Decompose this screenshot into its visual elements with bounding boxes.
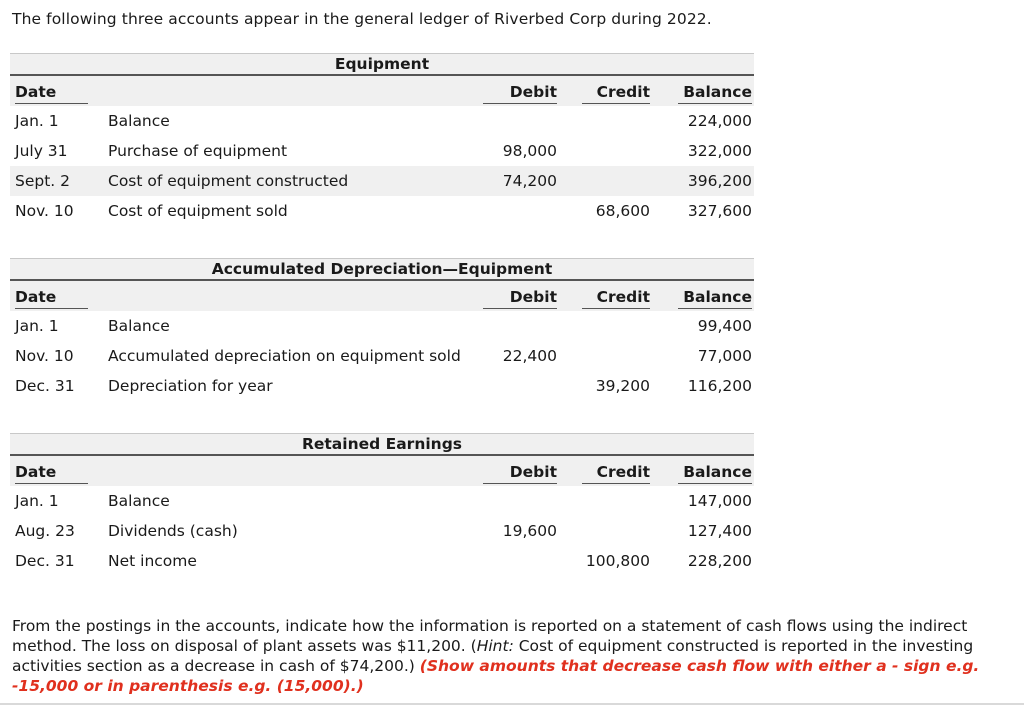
row-debit: 98,000 <box>502 142 557 160</box>
row-credit: 100,800 <box>585 552 650 570</box>
ledger-row <box>10 341 754 371</box>
ledger-title-text: Accumulated Depreciation—Equipment <box>211 260 553 278</box>
bottom-divider <box>0 703 1024 705</box>
ledger-title <box>10 258 754 281</box>
header-date <box>15 287 88 309</box>
row-date: Sept. 2 <box>15 172 71 190</box>
ledger-row <box>10 486 754 516</box>
header-credit-label: Credit <box>596 463 650 481</box>
header-debit <box>483 462 557 484</box>
header-balance <box>678 462 752 484</box>
ledger-row <box>10 106 754 136</box>
ledger-row <box>10 371 754 401</box>
ledger-row <box>10 516 754 546</box>
row-description: Purchase of equipment <box>108 142 288 160</box>
ledger-header-row <box>10 456 754 486</box>
header-credit-label: Credit <box>596 288 650 306</box>
hint-label: Hint: <box>476 637 514 655</box>
header-credit-label: Credit <box>596 83 650 101</box>
row-description: Dividends (cash) <box>108 522 238 540</box>
ledger-row <box>10 311 754 341</box>
row-balance: 116,200 <box>687 377 752 395</box>
ledger-title-text: Retained Earnings <box>301 435 463 453</box>
ledger-accumulated-depreciation <box>10 258 754 401</box>
row-description: Depreciation for year <box>108 377 273 395</box>
header-debit <box>483 287 557 309</box>
row-balance: 147,000 <box>687 492 752 510</box>
header-date-label: Date <box>15 463 57 481</box>
row-description: Net income <box>108 552 197 570</box>
header-credit <box>582 287 650 309</box>
header-date <box>15 462 88 484</box>
header-debit-label: Debit <box>509 288 557 306</box>
instructions-text-1: From the postings in the accounts, indicate how the information is reported on a statement of cash flows using the indirect method. The loss on disposal of plant assets was $11,200. ( <box>12 617 968 655</box>
instructions-paragraph <box>12 616 1012 696</box>
row-balance: 77,000 <box>697 347 752 365</box>
row-description: Balance <box>108 492 170 510</box>
row-date: July 31 <box>15 142 68 160</box>
instructions-text-2: Cost of equipment constructed is reported in the investing activities section as a decrease in cash of $74,200.) <box>12 637 974 675</box>
row-description: Balance <box>108 317 170 335</box>
row-date: Dec. 31 <box>15 552 75 570</box>
row-date: Jan. 1 <box>15 317 59 335</box>
ledger-row <box>10 196 754 226</box>
row-balance: 224,000 <box>687 112 752 130</box>
row-debit: 74,200 <box>502 172 557 190</box>
header-date <box>15 82 88 104</box>
sign-instruction: (Show amounts that decrease cash flow with either a - sign e.g. -15,000 or in parenthesis e.g. (15,000).) <box>12 657 980 695</box>
row-balance: 322,000 <box>687 142 752 160</box>
ledger-equipment <box>10 53 754 226</box>
row-credit: 68,600 <box>595 202 650 220</box>
row-description: Cost of equipment sold <box>108 202 288 220</box>
header-debit <box>483 82 557 104</box>
ledger-row <box>10 166 754 196</box>
row-description: Accumulated depreciation on equipment sold <box>108 347 461 365</box>
row-balance: 327,600 <box>687 202 752 220</box>
ledger-header-row <box>10 76 754 106</box>
row-description: Cost of equipment constructed <box>108 172 349 190</box>
row-date: Jan. 1 <box>15 112 59 130</box>
row-credit: 39,200 <box>595 377 650 395</box>
ledger-retained-earnings <box>10 433 754 576</box>
header-balance-label: Balance <box>683 288 752 306</box>
header-credit <box>582 462 650 484</box>
header-debit-label: Debit <box>509 83 557 101</box>
header-date-label: Date <box>15 288 57 306</box>
ledger-row <box>10 136 754 166</box>
row-balance: 99,400 <box>697 317 752 335</box>
row-date: Jan. 1 <box>15 492 59 510</box>
header-balance <box>678 287 752 309</box>
row-description: Balance <box>108 112 170 130</box>
ledger-title <box>10 53 754 76</box>
header-balance-label: Balance <box>683 463 752 481</box>
row-date: Aug. 23 <box>15 522 75 540</box>
row-date: Nov. 10 <box>15 347 74 365</box>
row-debit: 19,600 <box>502 522 557 540</box>
ledger-title-text: Equipment <box>334 55 430 73</box>
intro-text: The following three accounts appear in the general ledger of Riverbed Corp during 2022. <box>12 10 712 28</box>
row-debit: 22,400 <box>502 347 557 365</box>
row-date: Dec. 31 <box>15 377 75 395</box>
row-date: Nov. 10 <box>15 202 74 220</box>
header-date-label: Date <box>15 83 57 101</box>
header-balance-label: Balance <box>683 83 752 101</box>
row-balance: 127,400 <box>687 522 752 540</box>
header-debit-label: Debit <box>509 463 557 481</box>
ledger-row <box>10 546 754 576</box>
ledger-header-row <box>10 281 754 311</box>
row-balance: 396,200 <box>687 172 752 190</box>
ledger-title <box>10 433 754 456</box>
header-balance <box>678 82 752 104</box>
header-credit <box>582 82 650 104</box>
row-balance: 228,200 <box>687 552 752 570</box>
